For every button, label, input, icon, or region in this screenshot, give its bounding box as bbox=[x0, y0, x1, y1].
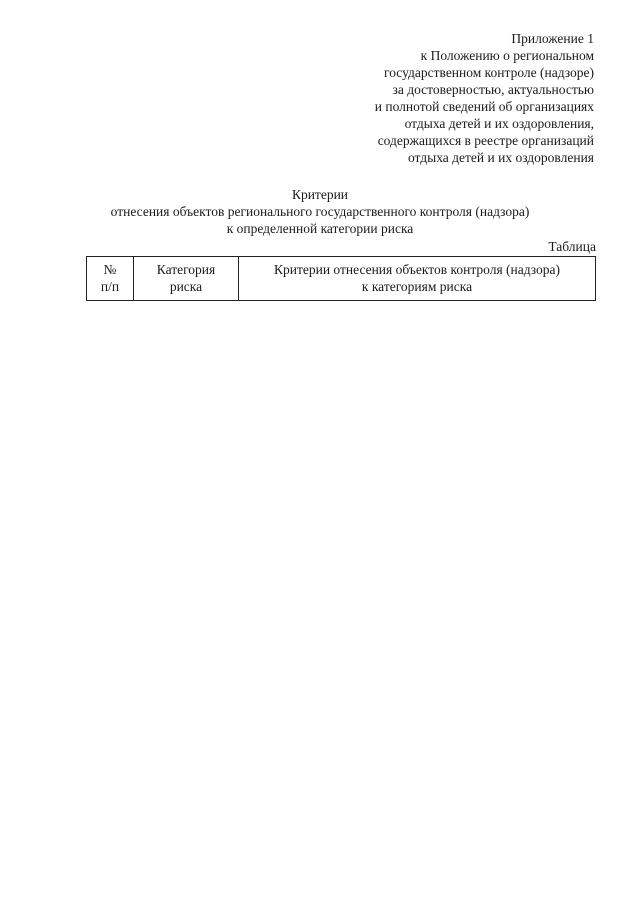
header-criteria bbox=[239, 257, 596, 301]
header-category-line-1: Категория bbox=[156, 262, 216, 277]
appendix-line: Приложение 1 bbox=[511, 31, 594, 46]
header-criteria-line-2: к категориям риска bbox=[361, 279, 473, 294]
appendix-line: содержащихся в реестре организаций bbox=[377, 133, 594, 148]
header-number-line-2: п/п bbox=[100, 279, 120, 294]
criteria-table bbox=[86, 256, 596, 301]
header-criteria-line-1: Критерии отнесения объектов контроля (надзора) bbox=[273, 262, 561, 277]
title-line: отнесения объектов регионального государственного контроля (надзора) bbox=[110, 204, 530, 219]
table-label: Таблица bbox=[548, 239, 596, 254]
appendix-line: за достоверностью, актуальностью bbox=[392, 82, 594, 97]
title-line: Критерии bbox=[291, 187, 349, 202]
header-row bbox=[87, 257, 596, 301]
header-category bbox=[134, 257, 239, 301]
appendix-line: к Положению о региональном bbox=[420, 48, 594, 63]
title-line: к определенной категории риска bbox=[226, 221, 414, 236]
header-category-line-2: риска bbox=[169, 279, 203, 294]
appendix-line: государственном контроле (надзоре) bbox=[384, 65, 594, 80]
document-title bbox=[0, 186, 640, 237]
header-number-line-1: № bbox=[103, 262, 117, 277]
appendix-heading bbox=[274, 30, 594, 166]
appendix-line: отдыха детей и их оздоровления, bbox=[404, 116, 594, 131]
appendix-line: и полнотой сведений об организациях bbox=[374, 99, 594, 114]
header-number bbox=[87, 257, 134, 301]
appendix-line: отдыха детей и их оздоровления bbox=[407, 150, 594, 165]
